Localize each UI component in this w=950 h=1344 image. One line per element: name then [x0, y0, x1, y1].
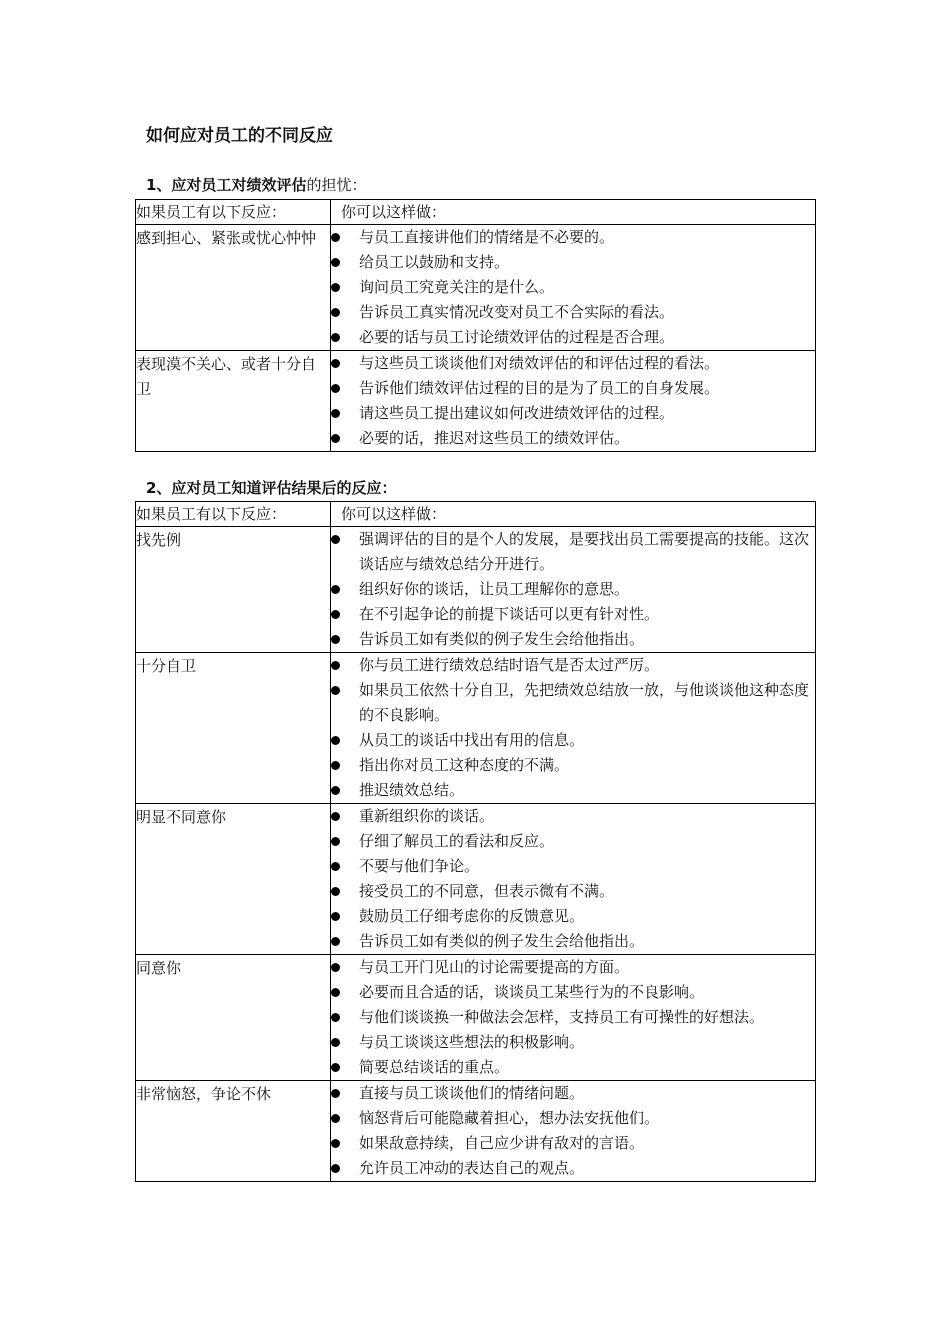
- list-item: [331, 577, 815, 602]
- action-text: 告诉员工如有类似的例子发生会给他指出。: [359, 932, 645, 950]
- bullet-icon: [331, 1038, 340, 1047]
- list-item: [331, 804, 815, 829]
- action-text: 告诉员工如有类似的例子发生会给他指出。: [359, 630, 645, 648]
- action-text: 与员工谈谈这些想法的积极影响。: [359, 1033, 585, 1051]
- bullet-icon: [331, 862, 340, 871]
- list-item: [331, 325, 815, 350]
- actions-cell: [331, 1081, 816, 1182]
- bullet-icon: [331, 1063, 340, 1072]
- action-text: 接受员工的不同意，但表示微有不满。: [359, 882, 615, 900]
- action-text: 不要与他们争论。: [359, 857, 480, 875]
- action-text: 请这些员工提出建议如何改进绩效评估的过程。: [359, 404, 675, 422]
- actions-cell: [331, 653, 816, 804]
- bullet-icon: [331, 912, 340, 921]
- action-text: 简要总结谈话的重点。: [359, 1058, 510, 1076]
- list-item: [331, 1005, 815, 1030]
- list-item: [331, 829, 815, 854]
- bullet-icon: [331, 635, 340, 644]
- action-text: 与他们谈谈换一种做法会怎样，支持员工有可操性的好想法。: [359, 1008, 765, 1026]
- action-list: [331, 527, 815, 652]
- list-item: [331, 904, 815, 929]
- reaction-cell: [136, 351, 331, 452]
- bullet-icon: [331, 887, 340, 896]
- reaction-cell: [136, 1081, 331, 1182]
- page-title: 如何应对员工的不同反应: [146, 126, 333, 146]
- action-text: 在不引起争论的前提下谈话可以更有针对性。: [359, 605, 660, 623]
- action-text: 必要的话，推迟对这些员工的绩效评估。: [359, 429, 630, 447]
- action-text: 必要的话与员工讨论绩效评估的过程是否合理。: [359, 328, 675, 346]
- action-list: [331, 955, 815, 1080]
- action-text: 允许员工冲动的表达自己的观点。: [359, 1159, 585, 1177]
- bullet-icon: [331, 283, 340, 292]
- action-text: 指出你对员工这种态度的不满。: [359, 756, 570, 774]
- action-text: 告诉他们绩效评估过程的目的是为了员工的自身发展。: [359, 379, 720, 397]
- table-row: [136, 527, 816, 653]
- actions-cell: [331, 527, 816, 653]
- bullet-icon: [331, 736, 340, 745]
- bullet-icon: [331, 1139, 340, 1148]
- list-item: [331, 778, 815, 803]
- table-row: [136, 955, 816, 1081]
- bullet-icon: [331, 786, 340, 795]
- bullet-icon: [331, 837, 340, 846]
- action-text: 鼓励员工仔细考虑你的反馈意见。: [359, 907, 585, 925]
- bullet-icon: [331, 937, 340, 946]
- reaction-text: 非常恼怒，争论不休: [136, 1085, 272, 1103]
- actions-cell: [331, 955, 816, 1081]
- reaction-cell: [136, 955, 331, 1081]
- table-row: [136, 804, 816, 955]
- bullet-icon: [331, 1089, 340, 1098]
- section1-heading-rest: 的担忧：: [306, 176, 367, 194]
- bullet-icon: [331, 308, 340, 317]
- reaction-text: 十分自卫: [136, 657, 197, 675]
- action-text: 如果敌意持续，自己应少讲有敌对的言语。: [359, 1134, 645, 1152]
- list-item: [331, 653, 815, 678]
- bullet-icon: [331, 359, 340, 368]
- reaction-text: 同意你: [136, 959, 182, 977]
- reaction-text: 找先例: [136, 531, 182, 549]
- list-item: [331, 426, 815, 451]
- table-row: [136, 653, 816, 804]
- action-list: [331, 804, 815, 954]
- table-row: [136, 351, 816, 452]
- list-item: [331, 527, 815, 577]
- list-item: [331, 300, 815, 325]
- reaction-column-header: 如果员工有以下反应：: [136, 502, 331, 527]
- action-text: 重新组织你的谈话。: [359, 807, 495, 825]
- section1-heading: [146, 174, 366, 196]
- bullet-icon: [331, 1114, 340, 1123]
- list-item: [331, 753, 815, 778]
- bullet-icon: [331, 1013, 340, 1022]
- bullet-icon: [331, 535, 340, 544]
- bullet-icon: [331, 812, 340, 821]
- bullet-icon: [331, 963, 340, 972]
- action-text: 直接与员工谈谈他们的情绪问题。: [359, 1084, 585, 1102]
- list-item: [331, 275, 815, 300]
- list-item: [331, 250, 815, 275]
- section1-heading-bold: 1、应对员工对绩效评估: [146, 176, 307, 194]
- list-item: [331, 980, 815, 1005]
- list-item: [331, 929, 815, 954]
- bullet-icon: [331, 585, 340, 594]
- bullet-icon: [331, 761, 340, 770]
- list-item: [331, 351, 815, 376]
- bullet-icon: [331, 686, 340, 695]
- list-item: [331, 1081, 815, 1106]
- actions-cell: [331, 351, 816, 452]
- bullet-icon: [331, 258, 340, 267]
- list-item: [331, 1131, 815, 1156]
- action-list: [331, 653, 815, 803]
- table-row: [136, 1081, 816, 1182]
- table-header-row: [136, 502, 816, 527]
- action-text: 如果员工依然十分自卫，先把绩效总结放一放，与他谈谈他这种态度的不良影响。: [359, 681, 810, 724]
- action-list: [331, 351, 815, 451]
- action-text: 询问员工究竟关注的是什么。: [359, 278, 555, 296]
- list-item: [331, 1055, 815, 1080]
- action-text: 仔细了解员工的看法和反应。: [359, 832, 555, 850]
- list-item: [331, 854, 815, 879]
- bullet-icon: [331, 384, 340, 393]
- list-item: [331, 225, 815, 250]
- bullet-icon: [331, 333, 340, 342]
- action-text: 组织好你的谈话，让员工理解你的意思。: [359, 580, 630, 598]
- list-item: [331, 955, 815, 980]
- list-item: [331, 1106, 815, 1131]
- action-text: 你与员工进行绩效总结时语气是否太过严厉。: [359, 656, 660, 674]
- action-text: 与员工直接讲他们的情绪是不必要的。: [359, 228, 615, 246]
- action-list: [331, 225, 815, 350]
- list-item: [331, 879, 815, 904]
- action-text: 给员工以鼓励和支持。: [359, 253, 510, 271]
- section1-table: [135, 199, 816, 452]
- table-row: [136, 225, 816, 351]
- reaction-text: 感到担心、紧张或忧心忡忡: [136, 229, 317, 247]
- list-item: [331, 627, 815, 652]
- action-text: 与这些员工谈谈他们对绩效评估的和评估过程的看法。: [359, 354, 720, 372]
- bullet-icon: [331, 233, 340, 242]
- actions-cell: [331, 804, 816, 955]
- reaction-cell: [136, 804, 331, 955]
- action-text: 必要而且合适的话，谈谈员工某些行为的不良影响。: [359, 983, 705, 1001]
- list-item: [331, 602, 815, 627]
- action-list: [331, 1081, 815, 1181]
- list-item: [331, 1030, 815, 1055]
- bullet-icon: [331, 610, 340, 619]
- bullet-icon: [331, 988, 340, 997]
- actions-cell: [331, 225, 816, 351]
- bullet-icon: [331, 409, 340, 418]
- action-column-header: 你可以这样做：: [331, 502, 816, 527]
- action-text: 恼怒背后可能隐藏着担心，想办法安抚他们。: [359, 1109, 660, 1127]
- action-text: 从员工的谈话中找出有用的信息。: [359, 731, 585, 749]
- action-text: 推迟绩效总结。: [359, 781, 465, 799]
- reaction-cell: [136, 653, 331, 804]
- reaction-cell: [136, 225, 331, 351]
- action-column-header: 你可以这样做：: [331, 200, 816, 225]
- action-text: 告诉员工真实情况改变对员工不合实际的看法。: [359, 303, 675, 321]
- action-text: 与员工开门见山的讨论需要提高的方面。: [359, 958, 630, 976]
- reaction-text: 表现漠不关心、或者十分自卫: [136, 355, 317, 398]
- section2-heading-bold: 2、应对员工知道评估结果后的反应：: [146, 479, 397, 497]
- section2-heading: [146, 477, 396, 499]
- list-item: [331, 376, 815, 401]
- section2-table: [135, 501, 816, 1182]
- bullet-icon: [331, 661, 340, 670]
- reaction-cell: [136, 527, 331, 653]
- action-text: 强调评估的目的是个人的发展，是要找出员工需要提高的技能。这次谈话应与绩效总结分开进行。: [359, 530, 810, 573]
- list-item: [331, 401, 815, 426]
- list-item: [331, 1156, 815, 1181]
- bullet-icon: [331, 1164, 340, 1173]
- bullet-icon: [331, 434, 340, 443]
- list-item: [331, 728, 815, 753]
- reaction-column-header: 如果员工有以下反应：: [136, 200, 331, 225]
- reaction-text: 明显不同意你: [136, 808, 227, 826]
- list-item: [331, 678, 815, 728]
- table-header-row: [136, 200, 816, 225]
